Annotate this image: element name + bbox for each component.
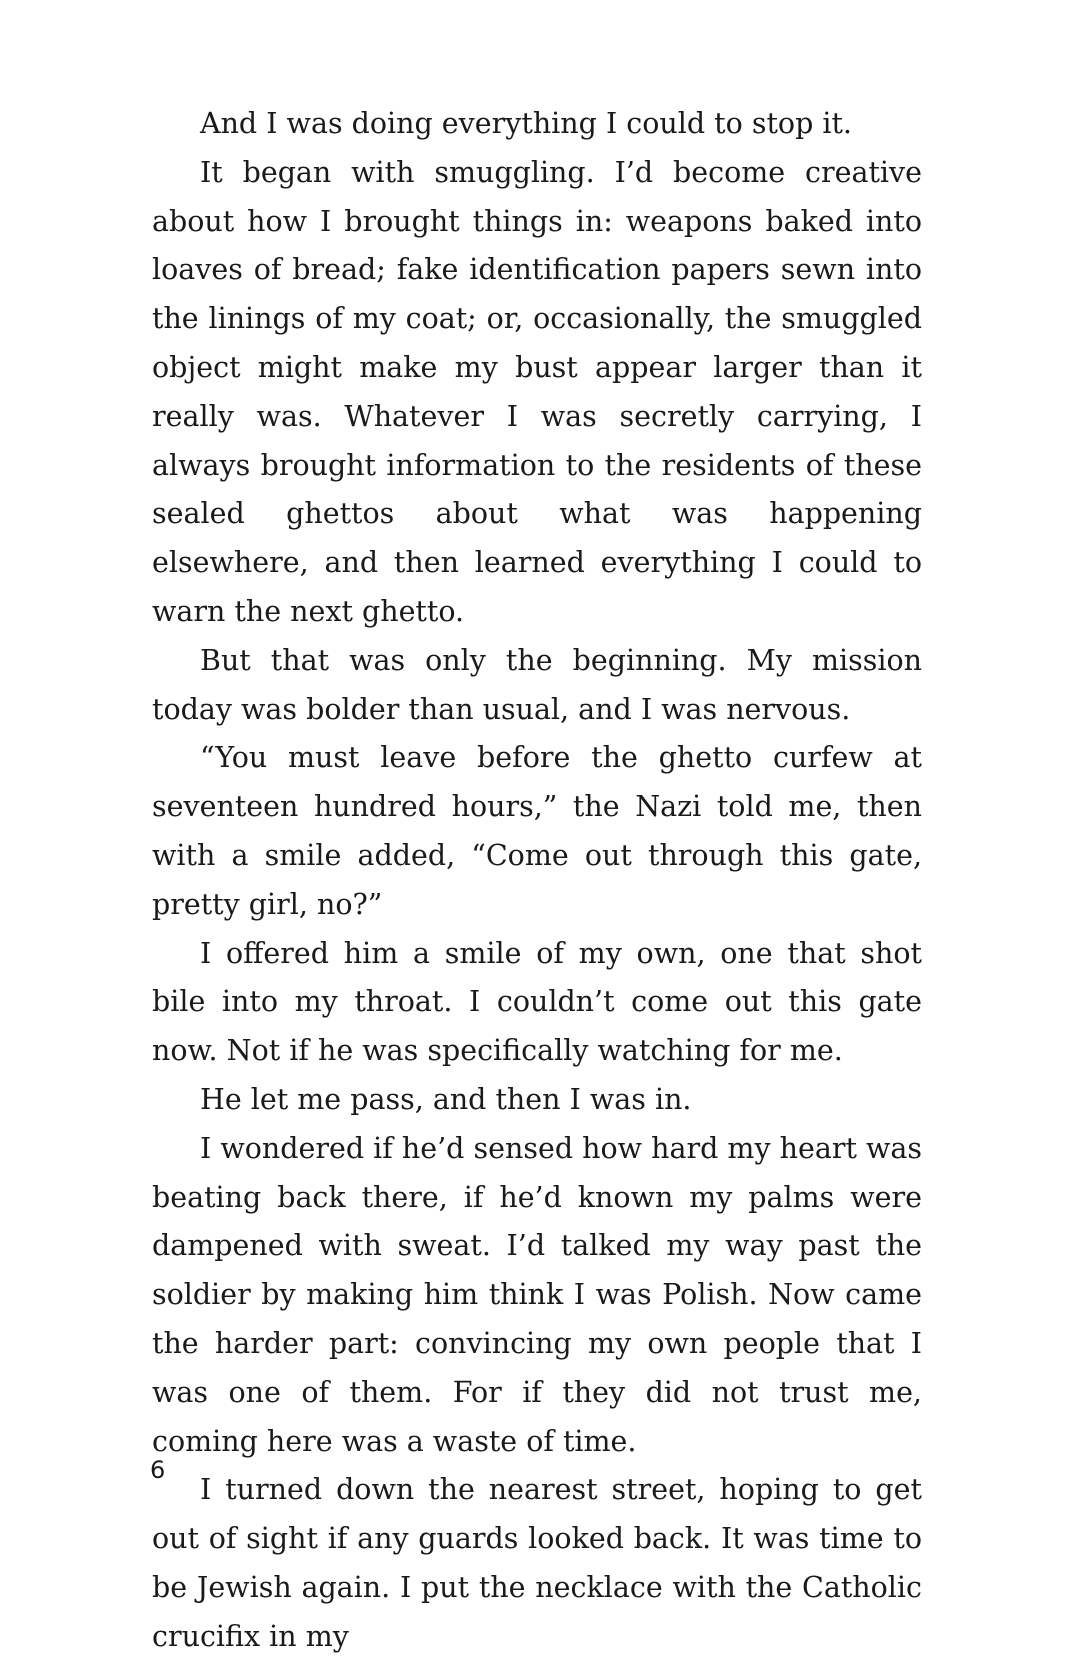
paragraph: “You must leave before the ghetto curfew at seventeen hundred hours,” the Nazi told me, then with a smile added, “Come out through this gate, pretty girl, no?” [152,741,922,921]
paragraph: And I was doing everything I could to stop it. [200,107,852,140]
paragraph: He let me pass, and then I was in. [200,1082,692,1116]
page-number: 6 [150,1456,166,1484]
paragraph: I offered him a smile of my own, one that shot bile into my throat. I couldn’t come out this gate now. Not if he was specifically watching for me. [152,936,922,1068]
body-text [152,100,922,1662]
paragraph: But that was only the beginning. My mission today was bolder than usual, and I was nervous. [152,643,922,726]
paragraph: I turned down the nearest street, hoping to get out of sight if any guards looked back. It was time to be Jewish again. I put the necklace with the Catholic crucifix in my [152,1473,922,1653]
paragraph: I wondered if he’d sensed how hard my heart was beating back there, if he’d known my palms were dampened with sweat. I’d talked my way past the soldier by making him think I was Polish. Now came the harder part: convincing my own people that I was one of them. For if they did not trust me, coming here was a waste of time. [152,1131,922,1458]
paragraph: It began with smuggling. I’d become creative about how I brought things in: weapons baked into loaves of bread; fake identification papers sewn into the linings of my coat; or, occasionally, the smuggled object might make my bust appear larger than it really was. Whatever I was secretly carrying, I always brought information to the residents of these sealed ghettos about what was happening elsewhere, and then learned everything I could to warn the next ghetto. [152,155,922,628]
